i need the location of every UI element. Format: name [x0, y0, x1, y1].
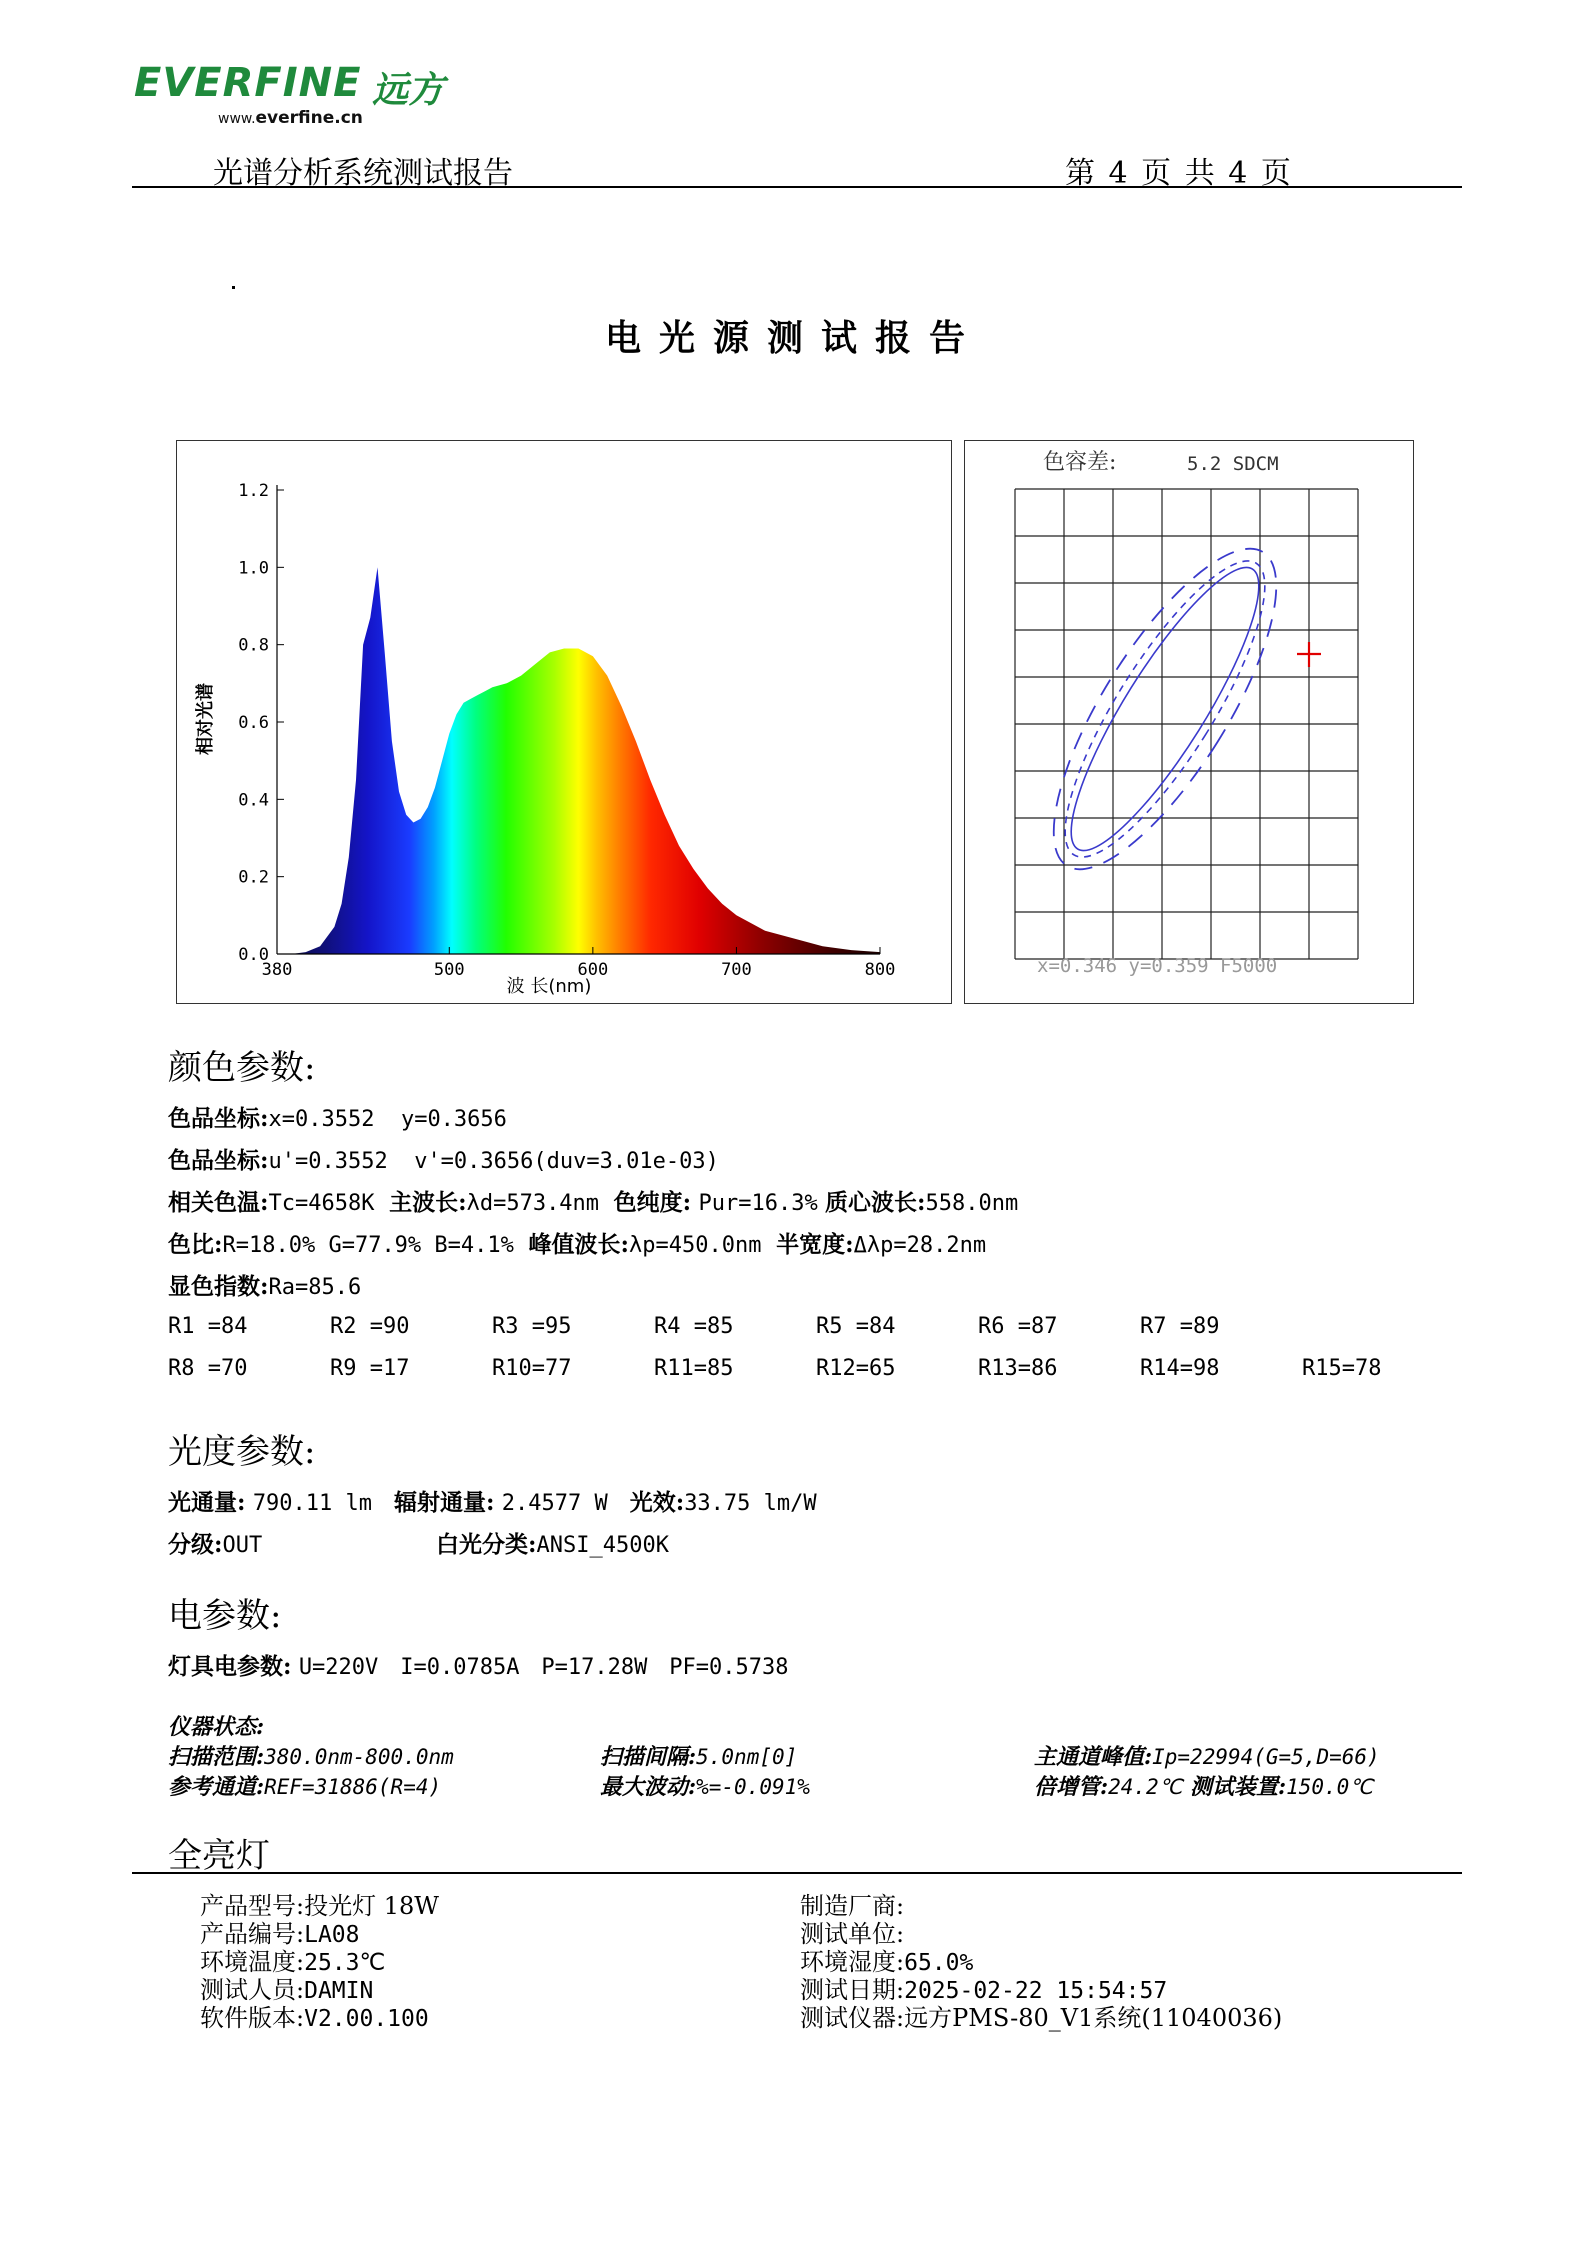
test-date: 测试日期:2025-02-22 15:54:57: [800, 1976, 1168, 2004]
chroma-coords: x=0.346 y=0.359 F5000: [1037, 955, 1278, 977]
logo-text-en: EVERFINE: [134, 60, 362, 106]
inner-tolerance-ellipse: [1044, 548, 1287, 870]
elec-params-title: 电参数:: [168, 1596, 282, 1636]
header-divider: [132, 186, 1462, 188]
y-tick-label: 0.0: [238, 945, 269, 965]
sdcm-plot: [965, 441, 1412, 1002]
chromaticity-uv-line: 色品坐标:u'=0.3552 v'=0.3656(duv=3.01e-03): [168, 1147, 719, 1174]
test-instrument: 测试仪器:远方PMS-80_V1系统(11040036): [800, 2004, 1283, 2032]
y-tick-label: 1.2: [238, 481, 269, 501]
cri-value: R6 =87: [978, 1314, 1058, 1339]
y-tick-label: 0.2: [238, 867, 269, 888]
cri-row-1: [168, 1314, 1468, 1354]
x-tick-label: 380: [261, 960, 293, 980]
product-model: 产品型号:投光灯 18W: [200, 1892, 439, 1920]
cri-value: R2 =90: [330, 1314, 410, 1339]
marker-dot: [232, 286, 235, 289]
cri-value: R3 =95: [492, 1314, 572, 1339]
tester: 测试人员:DAMIN: [200, 1976, 374, 2004]
cct-line: 相关色温:Tc=4658K 主波长:λd=573.4nm 色纯度: Pur=16.3% 质心波长:558.0nm: [168, 1189, 1019, 1216]
logo-url: www.everfine.cn: [218, 108, 363, 128]
scan-step: 扫描间隔:5.0nm[0]: [600, 1744, 798, 1770]
test-mode: 全亮灯: [168, 1836, 270, 1876]
software-version: 软件版本:V2.00.100: [200, 2004, 429, 2032]
y-tick-label: 0.8: [238, 635, 269, 656]
ambient-temp: 环境温度:25.3℃: [200, 1948, 386, 1976]
elec-line: 灯具电参数: U=220V I=0.0785A P=17.28W PF=0.5738: [168, 1653, 789, 1680]
pmt-temp: 倍增管:24.2℃ 测试装置:150.0℃: [1034, 1774, 1373, 1800]
logo-text-cn: 远方: [372, 70, 445, 111]
sdcm-value: 5.2 SDCM: [1187, 453, 1279, 475]
x-tick-label: 800: [864, 960, 896, 980]
y-tick-label: 0.4: [238, 790, 269, 811]
x-tick-label: 700: [721, 960, 752, 980]
y-axis-label: 相对光谱: [195, 683, 216, 755]
cri-value: R5 =84: [816, 1314, 896, 1339]
instrument-title: 仪器状态:: [168, 1714, 265, 1740]
cri-value: R15=78: [1302, 1356, 1382, 1381]
chromaticity-xy-line: 色品坐标:x=0.3552 y=0.3656: [168, 1105, 507, 1132]
manufacturer: 制造厂商:: [800, 1892, 905, 1920]
cri-value: R1 =84: [168, 1314, 248, 1339]
cri-value: R10=77: [492, 1356, 572, 1381]
cri-value: R11=85: [654, 1356, 734, 1381]
spectrum-chart: [177, 441, 950, 1002]
middle-tolerance-ellipse: [1033, 538, 1297, 881]
photo-params-title: 光度参数:: [168, 1432, 316, 1472]
scan-range: 扫描范围:380.0nm-800.0nm: [168, 1744, 454, 1770]
cri-value: R7 =89: [1140, 1314, 1220, 1339]
spectrum-area: [277, 567, 880, 954]
max-fluctuation: 最大波动:%=-0.091%: [600, 1774, 810, 1800]
cri-line: 显色指数:Ra=85.6: [168, 1273, 362, 1300]
product-id: 产品编号:LA08: [200, 1920, 360, 1948]
white-class-line: 白光分类:ANSI_4500K: [436, 1531, 669, 1558]
cri-row-2: [168, 1356, 1468, 1396]
report-title: 电光源测试报告: [604, 317, 983, 359]
color-ratio-line: 色比:R=18.0% G=77.9% B=4.1% 峰值波长:λp=450.0nm 半宽度:Δλp=28.2nm: [168, 1231, 987, 1258]
cri-value: R4 =85: [654, 1314, 734, 1339]
flux-line: 光通量: 790.11 lm 辐射通量: 2.4577 W 光效:33.75 lm/W: [168, 1489, 817, 1516]
ref-channel: 参考通道:REF=31886(R=4): [168, 1774, 442, 1800]
sdcm-label: 色容差:: [1043, 450, 1117, 475]
sdcm-panel: [964, 440, 1414, 1004]
main-peak: 主通道峰值:Ip=22994(G=5,D=66): [1034, 1744, 1380, 1770]
header-title: 光谱分析系统测试报告: [213, 156, 513, 191]
cri-value: R9 =17: [330, 1356, 410, 1381]
cri-value: R14=98: [1140, 1356, 1220, 1381]
y-tick-label: 0.6: [238, 713, 269, 733]
cri-value: R13=86: [978, 1356, 1058, 1381]
outer-tolerance-ellipse: [1014, 519, 1315, 898]
test-unit: 测试单位:: [800, 1920, 905, 1948]
x-tick-label: 600: [577, 960, 609, 980]
y-tick-label: 1.0: [238, 558, 269, 579]
sdcm-grid: [1015, 489, 1358, 959]
ambient-humidity: 环境湿度:65.0%: [800, 1948, 974, 1976]
x-axis-label: 波 长(nm): [506, 976, 592, 997]
everfine-logo: [134, 60, 494, 130]
x-tick-label: 500: [433, 960, 465, 980]
info-divider: [132, 1872, 1462, 1874]
spectrum-chart-panel: [176, 440, 952, 1004]
cri-value: R12=65: [816, 1356, 896, 1381]
measured-point-marker: [1297, 642, 1321, 667]
page-number: 第 4 页 共 4 页: [1065, 156, 1293, 191]
cri-value: R8 =70: [168, 1356, 248, 1381]
color-params-title: 颜色参数:: [168, 1048, 316, 1088]
grade-line: 分级:OUT: [168, 1531, 263, 1558]
